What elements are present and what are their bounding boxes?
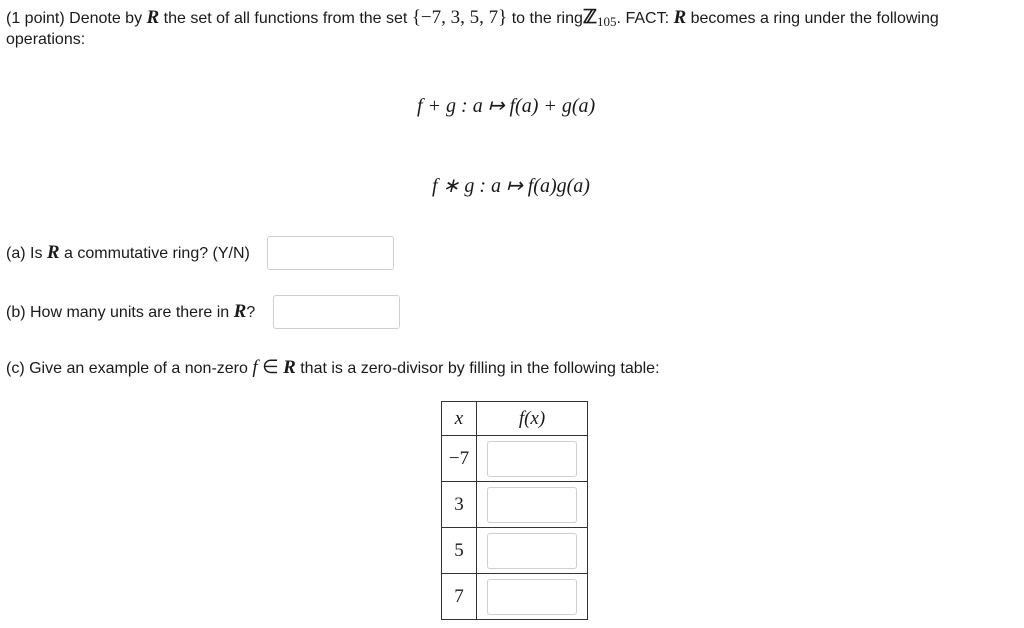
question-c-R: R	[283, 357, 296, 378]
row-x-value: 7	[442, 574, 477, 620]
row-x-value: 3	[442, 482, 477, 528]
table-row	[442, 436, 588, 482]
intro-to-ring: to the ring	[511, 10, 583, 27]
fact-label: FACT:	[625, 10, 670, 27]
f-value-input-7[interactable]	[487, 579, 577, 615]
question-c-in: ∈	[262, 357, 279, 378]
intro-becomes: becomes a ring under the following	[690, 10, 939, 27]
f-value-input-3[interactable]	[487, 487, 577, 523]
question-a-R: R	[46, 242, 60, 263]
table-row	[442, 528, 588, 574]
question-a-suffix: a commutative ring? (Y/N)	[64, 245, 250, 262]
domain-set: {−7, 3, 5, 7}	[411, 7, 508, 28]
row-x-value: 5	[442, 528, 477, 574]
question-b	[6, 301, 255, 323]
row-f-cell	[477, 528, 588, 574]
ring-symbol-Z: ℤ	[582, 7, 598, 28]
question-a	[6, 242, 250, 264]
answer-b-input[interactable]	[273, 295, 400, 329]
header-x: x	[442, 402, 477, 436]
table-header-row	[442, 402, 588, 436]
question-c-f: f	[252, 357, 258, 378]
question-c-suffix: that is a zero-divisor by filling in the following table:	[300, 360, 660, 377]
intro-period: .	[616, 10, 621, 27]
question-b-suffix: ?	[246, 304, 256, 321]
row-f-cell	[477, 482, 588, 528]
question-a-prefix: (a) Is	[6, 245, 43, 262]
table-row	[442, 574, 588, 620]
answer-a-input[interactable]	[267, 236, 394, 270]
row-x-value: −7	[442, 436, 477, 482]
header-fx: f(x)	[477, 402, 588, 436]
intro-line-2: operations:	[6, 31, 86, 48]
ring-symbol-R-2: R	[673, 7, 687, 28]
f-value-input-5[interactable]	[487, 533, 577, 569]
intro-middle: the set of all functions from the set	[163, 10, 408, 27]
function-table	[441, 401, 588, 620]
product-operation: f ∗ g : a ↦ f(a)g(a)	[432, 175, 590, 197]
question-b-R: R	[233, 301, 247, 322]
ring-modulus: 105	[597, 14, 617, 29]
ring-symbol-R: R	[146, 7, 160, 28]
sum-operation: f + g : a ↦ f(a) + g(a)	[417, 95, 596, 117]
question-b-prefix: (b) How many units are there in	[6, 304, 230, 321]
f-value-input-neg7[interactable]	[487, 441, 577, 477]
table-row	[442, 482, 588, 528]
question-c-prefix: (c) Give an example of a non-zero	[6, 360, 248, 377]
problem-statement	[6, 6, 939, 30]
row-f-cell	[477, 436, 588, 482]
intro-prefix: (1 point) Denote by	[6, 10, 143, 27]
question-c	[6, 356, 660, 379]
row-f-cell	[477, 574, 588, 620]
